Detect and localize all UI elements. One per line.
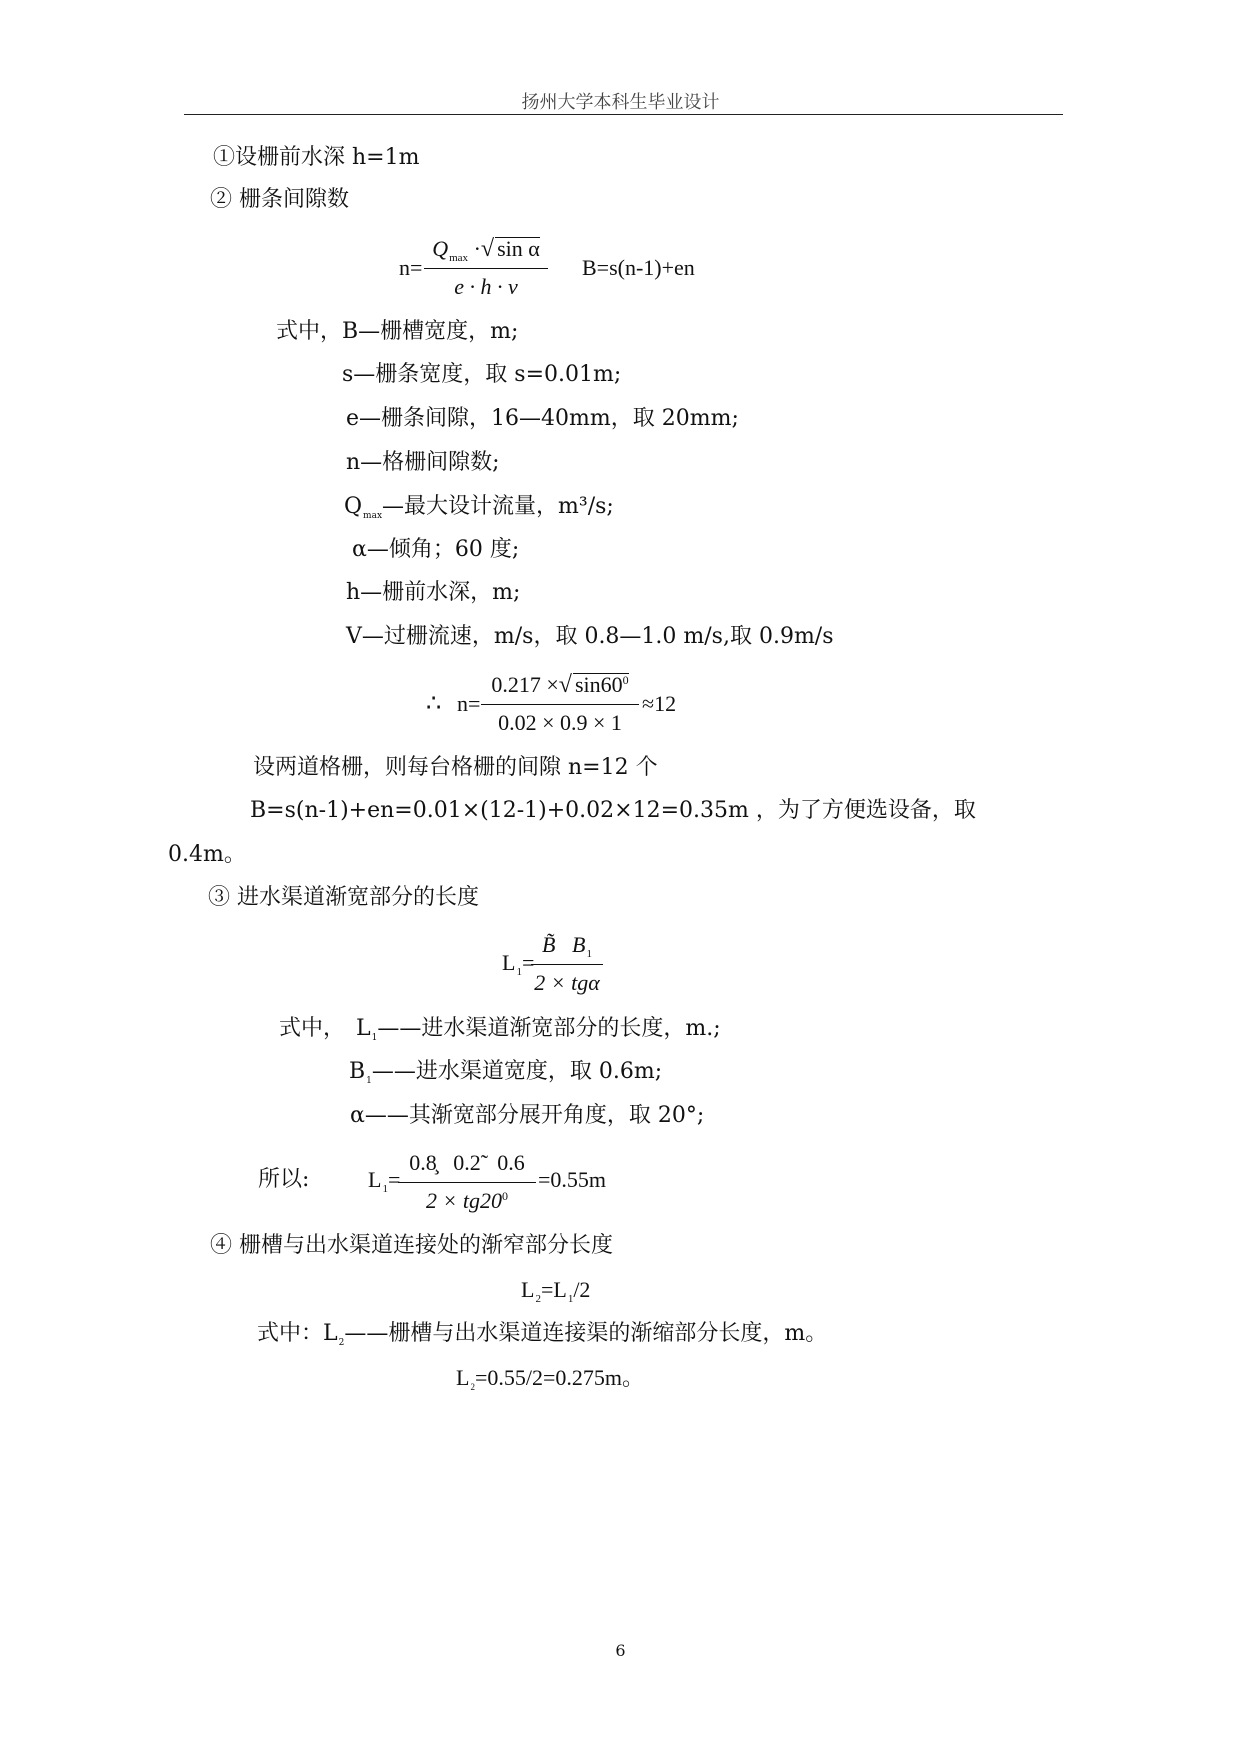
where1-q [344, 493, 614, 525]
step-4: ④ 栅槽与出水渠道连接处的渐窄部分长度 [210, 1233, 613, 1258]
where1-n: n—格栅间隙数; [346, 450, 500, 475]
where1-q-main: Q [344, 494, 363, 519]
formula5-rest: /2 [573, 1277, 591, 1302]
para-b-value: 0.4m。 [168, 842, 246, 867]
where2-b1-main: B [349, 1059, 366, 1084]
where3-rest: ——栅槽与出水渠道连接渠的渐缩部分长度，m。 [344, 1321, 828, 1346]
formula3-b: B̃ [542, 932, 556, 957]
formula2-sqrt-content [573, 673, 629, 699]
formula4-denominator [398, 1188, 536, 1214]
where1-q-rest: —最大设计流量，m³/s; [382, 494, 614, 519]
formula2-bar [481, 704, 639, 705]
formula3-fraction [531, 928, 603, 998]
where1-v: V—过栅流速，m/s，取 0.8—1.0 m/s,取 0.9m/s [346, 624, 834, 649]
formula2-fraction [481, 668, 639, 738]
formula4-bar [398, 1182, 536, 1183]
formula-l2-general [521, 1276, 590, 1308]
formula1-dot: · [473, 236, 481, 261]
formula3-eq: = [521, 950, 535, 975]
formula4-eq: = [387, 1167, 401, 1192]
formula6-rest: =0.55/2=0.275m。 [474, 1365, 644, 1390]
formula5-eq: =L [540, 1277, 567, 1302]
formula1-prefix: n= [399, 255, 423, 280]
formula3-prefix [502, 949, 534, 981]
where2-intro: 式中， [279, 1016, 346, 1041]
formula1-q: Q [432, 236, 449, 261]
formula4-numerator: 0.8̧ 0.2̃ 0.6 [409, 1150, 525, 1175]
where1-intro: 式中，B—栅槽宽度，m; [276, 319, 519, 344]
formula5-l2: L [521, 1277, 535, 1302]
formula3-bar [531, 964, 603, 965]
formula5-l2-sub: 2 [535, 1293, 541, 1305]
formula1-numerator [424, 236, 548, 263]
formula4-fraction [398, 1146, 536, 1216]
formula-l2-result [456, 1364, 644, 1396]
formula4-den-text: 2 × tg20 [426, 1188, 502, 1213]
formula1-bar [424, 268, 548, 269]
formula4-result: =0.55m [538, 1167, 607, 1192]
formula4-l: L [368, 1167, 382, 1192]
where2-l1-rest: ——进水渠道渐宽部分的长度，m.; [377, 1016, 721, 1041]
formula3-numerator [531, 932, 603, 958]
formula2-approx: ≈12 [642, 691, 677, 716]
para-two-screens: 设两道格栅，则每台格栅的间隙 n=12 个 [253, 755, 658, 780]
where2-l1-main: L [356, 1016, 371, 1041]
where2-b1-sub: 1 [366, 1076, 372, 1086]
where3-intro: 式中：L [257, 1321, 338, 1346]
step-2: ② 栅条间隙数 [210, 187, 349, 212]
header-rule [184, 114, 1063, 115]
running-header: 扬州大学本科生毕业设计 [521, 92, 720, 113]
formula2-denominator: 0.02 × 0.9 × 1 [498, 710, 622, 735]
formula4-l-sub: 1 [382, 1183, 388, 1195]
formula3-denominator: 2 × tgα [534, 970, 600, 995]
formula4-den-sup: 0 [501, 1189, 508, 1203]
formula1-b-eq: B=s(n-1)+en [582, 255, 695, 280]
formula4-prefix [368, 1166, 400, 1198]
formula2-therefore: ∴ [426, 691, 442, 717]
where2-b1-rest: ——进水渠道宽度，取 0.6m; [371, 1059, 663, 1084]
formula2-sqrt-sup: 0 [622, 673, 629, 687]
formula3-b1: B [572, 932, 586, 957]
formula3-l-sub: 1 [516, 966, 522, 978]
where1-h: h—栅前水深，m; [346, 580, 521, 605]
formula4-so: 所以: [258, 1167, 310, 1192]
where1-alpha: α—倾角；60 度; [352, 537, 520, 562]
page-number: 6 [615, 1641, 626, 1660]
formula5-eq-sub: 1 [567, 1293, 574, 1305]
where1-s: s—栅条宽度，取 s=0.01m; [342, 362, 622, 387]
formula2-prefix: n= [457, 691, 481, 716]
formula3-b1-sub: 1 [586, 948, 592, 960]
where1-e: e—栅条间隙，16—40mm，取 20mm; [346, 406, 739, 431]
step-3: ③ 进水渠道渐宽部分的长度 [208, 885, 479, 910]
where2-b1 [349, 1058, 662, 1090]
where2-l1-sub: 1 [371, 1033, 378, 1043]
where3-sub: 2 [338, 1338, 345, 1348]
formula6-l2-sub: 2 [470, 1382, 475, 1392]
formula2-sqrt-text: sin60 [574, 672, 623, 697]
formula6-l2: L [456, 1365, 470, 1390]
where2-l1 [356, 1015, 721, 1047]
formula1-q-sub: max [449, 252, 469, 264]
formula1-sqrt-content: sin α [497, 236, 540, 261]
formula1-radical: √ [480, 236, 495, 262]
step-1: ①设栅前水深 h=1m [213, 145, 420, 170]
formula2-radical: √ [558, 672, 572, 698]
formula3-l: L [502, 950, 516, 975]
formula2-numerator [481, 672, 639, 699]
formula2-num-a: 0.217 × [491, 672, 559, 697]
para-b-calc: B=s(n-1)+en=0.01×(12-1)+0.02×12=0.35m ，为了方便选设备，取 [250, 798, 976, 823]
where2-alpha: α——其渐宽部分展开角度，取 20°; [350, 1103, 705, 1128]
formula1-fraction [424, 232, 548, 302]
where3-line [257, 1320, 827, 1352]
where1-q-sub: max [363, 511, 383, 521]
formula1-denominator: e · h · v [454, 274, 518, 299]
